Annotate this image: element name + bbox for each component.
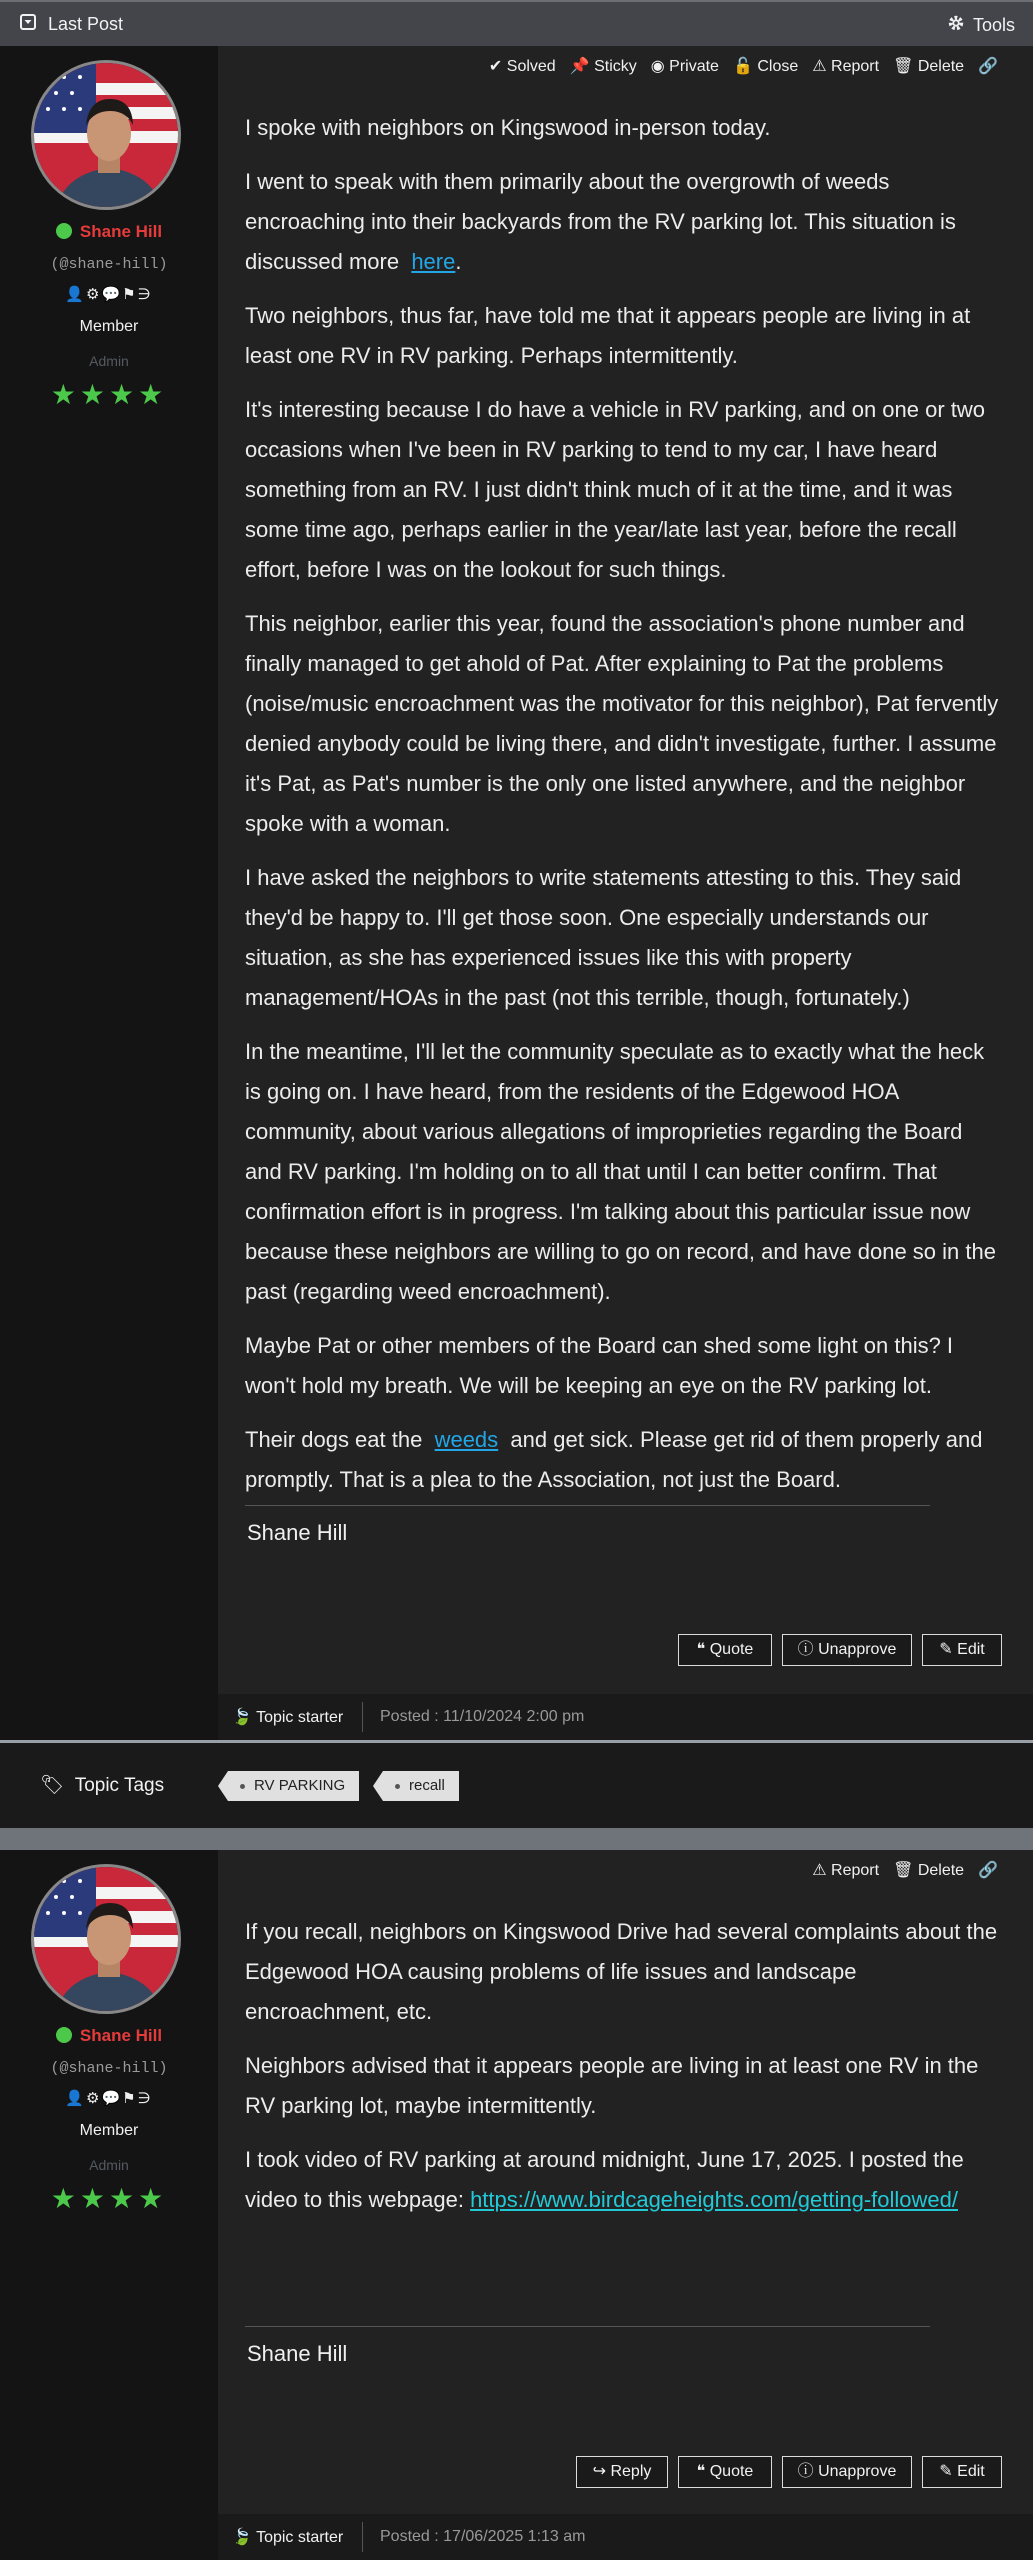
quote-button[interactable]: ❝ Quote (678, 2456, 772, 2488)
post-header-bar (0, 0, 1033, 46)
author-name[interactable]: Shane Hill (0, 2026, 218, 2046)
weeds-link[interactable]: weeds (434, 1427, 499, 1452)
report-button[interactable]: ⚠ Report (812, 1862, 880, 1879)
permalink-icon[interactable]: 🔗 (978, 1862, 998, 1879)
tag-rv-parking[interactable]: RV PARKING (228, 1771, 359, 1801)
permalink-icon[interactable]: 🔗 (978, 58, 998, 75)
post2-action-bar (812, 1860, 998, 1880)
online-status-icon (56, 223, 72, 239)
post1-body (245, 108, 1005, 1514)
signature-divider (245, 1505, 930, 1506)
author-handle: (@shane-hill) (50, 2060, 168, 2077)
topic-starter-badge: 🍃 Topic starter (232, 2529, 344, 2546)
post-timestamp: Posted : 11/10/2024 2:00 pm (380, 1708, 585, 1725)
close-button[interactable]: 🔓 Close (732, 58, 799, 75)
rss-icon[interactable]: ∋ (137, 2090, 153, 2107)
post2-signature: Shane Hill (247, 2341, 348, 2366)
messages-icon[interactable]: 💬 (101, 2090, 123, 2107)
report-button[interactable]: ⚠ Report (812, 58, 880, 75)
edit-button[interactable]: ✎ Edit (922, 2456, 1002, 2488)
post2-paragraph: Neighbors advised that it appears people are living in at least one RV in the RV parking lot, maybe intermittently. (245, 2053, 979, 2118)
post2-paragraph: If you recall, neighbors on Kingswood Drive had several complaints about the Edgewood HOA causing problems of life issues and landscape encroachment, etc. (245, 1919, 998, 2024)
footer-separator (362, 2522, 363, 2552)
delete-button[interactable]: 🗑 Delete (893, 58, 965, 75)
author-links (0, 285, 218, 303)
post1-paragraph: This neighbor, earlier this year, found the association's phone number and finally managed to get ahold of Pat. After explaining to Pat the problems (noise/music encroachment was the motivator for this neighbor), Pat fervently denied anybody could be living there, and didn't investigate, further. I assume it's Pat, as Pat's number is the only one listed anywhere, and the neighbor spoke with a woman. (245, 611, 999, 836)
author-role: Member (79, 2122, 139, 2139)
post1-footer (218, 1694, 1033, 1740)
post1-signature: Shane Hill (247, 1520, 348, 1545)
post1-paragraph: Two neighbors, thus far, have told me that it appears people are living in at least one RV in RV parking. Perhaps intermittently. (245, 303, 971, 368)
topic-tags-label: 🏷 Topic Tags (40, 1775, 165, 1796)
rss-icon[interactable]: ∋ (137, 286, 153, 303)
gear-icon[interactable]: ⚙ (86, 2090, 102, 2107)
topic-starter-badge: 🍃 Topic starter (232, 1709, 344, 1726)
here-link[interactable]: here (411, 249, 456, 274)
online-status-icon (56, 2027, 72, 2043)
author-links (0, 2089, 218, 2107)
author-rank: Admin (89, 353, 129, 369)
private-button[interactable]: ◉ Private (650, 58, 719, 75)
profile-icon[interactable]: 👤 (65, 286, 86, 303)
post1-paragraph: Maybe Pat or other members of the Board can shed some light on this? I won't hold my breath. We will be keeping an eye on the RV parking lot. (245, 1333, 954, 1398)
last-post-label: Last Post (48, 14, 124, 34)
signature-divider (245, 2326, 930, 2327)
author-avatar[interactable] (31, 1864, 181, 2014)
post2-body (245, 1912, 1005, 2234)
gear-icon (947, 14, 965, 37)
author-handle: (@shane-hill) (50, 256, 168, 273)
profile-icon[interactable]: 👤 (65, 2090, 86, 2107)
author-rating-stars: ★★★★ (50, 379, 168, 410)
footer-separator (362, 1702, 363, 1732)
last-post-link[interactable] (20, 14, 123, 35)
edit-button[interactable]: ✎ Edit (922, 1634, 1002, 1666)
sticky-button[interactable]: 📌 Sticky (569, 58, 637, 75)
author-rank: Admin (89, 2157, 129, 2173)
post1-paragraph: I went to speak with them primarily about the overgrowth of weeds encroaching into their backyards from the RV parking lot. This situation is discussed more here. (245, 169, 956, 274)
post2-footer (218, 2514, 1033, 2560)
messages-icon[interactable]: 💬 (101, 286, 123, 303)
author-rating-stars: ★★★★ (50, 2183, 168, 2214)
topic-tags-bar (0, 1740, 1033, 1828)
post1-paragraph: I spoke with neighbors on Kingswood in-person today. (245, 115, 771, 140)
tag-recall[interactable]: recall (383, 1771, 459, 1801)
reply-button[interactable]: ↪ Reply (576, 2456, 668, 2488)
square-caret-icon (20, 14, 36, 35)
author-avatar[interactable] (31, 60, 181, 210)
post1-paragraph: Their dogs eat the weeds and get sick. Please get rid of them properly and promptly. That is a plea to the Association, not just the Board. (245, 1427, 983, 1492)
unapprove-button[interactable]: ⓘ Unapprove (782, 1634, 912, 1666)
post-divider (0, 1828, 1033, 1850)
post-timestamp: Posted : 17/06/2025 1:13 am (380, 2528, 586, 2545)
tools-button[interactable] (947, 14, 1015, 37)
author-name[interactable]: Shane Hill (0, 222, 218, 242)
quote-button[interactable]: ❝ Quote (678, 1634, 772, 1666)
post1-paragraph: I have asked the neighbors to write statements attesting to this. They said they'd be happy to. I'll get those soon. One especially understands our situation, as she has experienced issues like this with property management/HOAs in the past (not this terrible, though, fortunately.) (245, 865, 962, 1010)
post1-paragraph: It's interesting because I do have a vehicle in RV parking, and on one or two occasions when I've been in RV parking to tend to my car, I have heard something from an RV. I just didn't think much of it at the time, and it was some time ago, perhaps earlier in the year/late last year, before the recall effort, before I was on the lookout for such things. (245, 397, 986, 582)
bookmark-icon[interactable]: ⚑ (122, 2090, 138, 2107)
post1-action-bar (489, 56, 998, 76)
solved-button[interactable]: ✔ Solved (488, 58, 556, 75)
gear-icon[interactable]: ⚙ (86, 286, 102, 303)
delete-button[interactable]: 🗑 Delete (893, 1862, 965, 1879)
video-page-link[interactable]: https://www.birdcageheights.com/getting-followed/ (470, 2187, 958, 2212)
bookmark-icon[interactable]: ⚑ (122, 286, 138, 303)
unapprove-button[interactable]: ⓘ Unapprove (782, 2456, 912, 2488)
post2-paragraph: I took video of RV parking at around midnight, June 17, 2025. I posted the video to this webpage: https://www.birdcageheights.com/getting-followed/ (245, 2147, 964, 2212)
author-role: Member (79, 318, 139, 335)
post1-paragraph: In the meantime, I'll let the community speculate as to exactly what the heck is going on. I have heard, from the residents of the Edgewood HOA community, about various allegations of improprieties regarding the Board and RV parking. I'm holding on to all that until I can better confirm. That confirmation effort is in progress. I'm talking about this particular issue now because these neighbors are willing to go on record, and have done so in the past (regarding weed encroachment). (245, 1039, 996, 1304)
tools-label: Tools (972, 15, 1015, 35)
